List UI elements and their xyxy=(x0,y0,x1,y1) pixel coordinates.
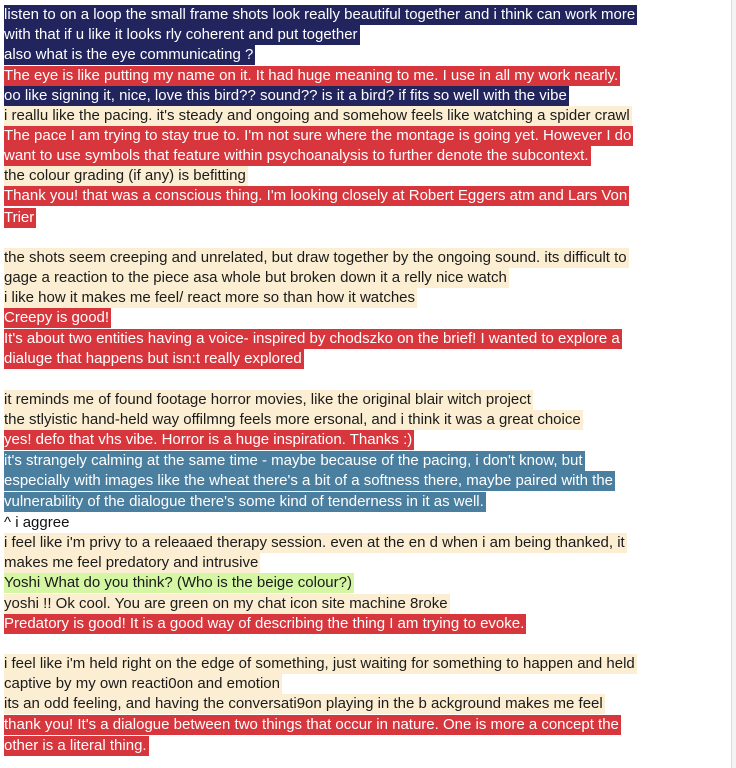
doc-line: dialuge that happens but isn:t really explored xyxy=(4,350,302,367)
doc-line: it's strangely calming at the same time - maybe because of the pacing, i don't know, but xyxy=(4,452,583,469)
doc-line: makes me feel predatory and intrusive xyxy=(4,554,259,571)
doc-line: ^ i aggree xyxy=(4,514,70,531)
doc-line: Creepy is good! xyxy=(4,309,110,326)
doc-line: Predatory is good! It is a good way of describing the thing I am trying to evoke. xyxy=(4,615,525,632)
doc-line: yoshi !! Ok cool. You are green on my chat icon site machine 8roke xyxy=(4,595,448,612)
doc-line: yes! defo that vhs vibe. Horror is a huge inspiration. Thanks :) xyxy=(4,431,413,448)
doc-line: thank you! It's a dialogue between two things that occur in nature. One is more a concept the xyxy=(4,716,619,733)
doc-line: the colour grading (if any) is befitting xyxy=(4,167,246,184)
doc-line: especially with images like the wheat there's a bit of a softness there, maybe paired with the xyxy=(4,472,614,489)
doc-line: oo like signing it, nice, love this bird?? sound?? is it a bird? if fits so well with the vibe xyxy=(4,87,567,104)
doc-line: captive by my own reacti0on and emotion xyxy=(4,675,280,692)
doc-line: Trier xyxy=(4,209,35,226)
doc-line: gage a reaction to the piece asa whole but broken down it a relly nice watch xyxy=(4,269,507,286)
doc-line: It's about two entities having a voice- inspired by chodszko on the brief! I wanted to explore a xyxy=(4,330,620,347)
doc-line: i feel like i'm privy to a releaaed therapy session. even at the en d when i am being thanked, it xyxy=(4,534,625,551)
doc-line: the shots seem creeping and unrelated, but draw together by the ongoing sound. its difficult to xyxy=(4,249,627,266)
doc-line: The eye is like putting my name on it. It had huge meaning to me. I use in all my work nearly. xyxy=(4,67,619,84)
doc-line: want to use symbols that feature within psychoanalysis to further denote the subcontext. xyxy=(4,147,589,164)
doc-line: listen to on a loop the small frame shots look really beautiful together and i think can work more xyxy=(4,6,636,23)
doc-line: i reallu like the pacing. it's steady and ongoing and somehow feels like watching a spider crawl xyxy=(4,107,630,124)
doc-line: the stlyistic hand-held way offilmng feels more ersonal, and i think it was a great choice xyxy=(4,411,581,428)
doc-line: Yoshi What do you think? (Who is the beige colour?) xyxy=(4,574,352,591)
doc-line: also what is the eye communicating ? xyxy=(4,46,254,63)
doc-line: i feel like i'm held right on the edge of something, just waiting for something to happen and held xyxy=(4,655,635,672)
doc-line: with that if u like it looks rly coherent and put together xyxy=(4,26,358,43)
doc-line: vulnerability of the dialogue there's some kind of tenderness in it as well. xyxy=(4,493,484,510)
doc-line: other is a literal thing. xyxy=(4,737,147,754)
doc-line: Thank you! that was a conscious thing. I'm looking closely at Robert Eggers atm and Lars Von xyxy=(4,187,628,204)
doc-line: i like how it makes me feel/ react more so than how it watches xyxy=(4,289,416,306)
doc-line: The pace I am trying to stay true to. I'm not sure where the montage is going yet. However I do xyxy=(4,127,632,144)
doc-line: its an odd feeling, and having the conversati9on playing in the b ackground makes me feel xyxy=(4,695,603,712)
doc-line: it reminds me of found footage horror movies, like the original blair witch project xyxy=(4,391,531,408)
